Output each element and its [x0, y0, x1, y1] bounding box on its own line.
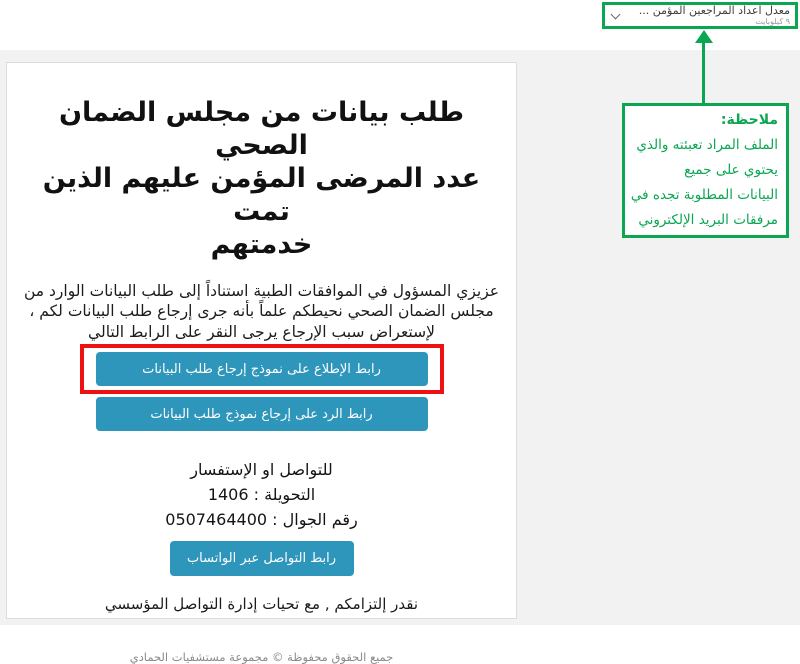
- email-title-line: طلب بيانات من مجلس الضمان الصحي: [59, 97, 464, 161]
- highlight-row: [7, 344, 516, 394]
- email-body-text: عزيزي المسؤول في الموافقات الطبية استناداً إلى طلب البيانات الوارد من مجلس الضمان الصحي نحيطكم علماً بأنه جرى إرجاع طلب البيانات لكم ، لإستعراض سبب الإرجاع يرجى النقر على الرابط التالي: [23, 281, 500, 341]
- note-line: مرفقات البريد الإلكتروني: [638, 212, 778, 228]
- contact-intro: للتواصل او الإستفسار: [190, 460, 333, 480]
- email-title: [19, 97, 504, 262]
- view-return-form-link-button[interactable]: رابط الإطلاع على نموذج إرجاع طلب البيانات: [96, 352, 428, 386]
- email-card: [6, 62, 517, 664]
- red-highlight-annotation: [80, 344, 444, 394]
- attachment-chip[interactable]: [602, 2, 798, 29]
- note-line: يحتوي على جميع: [684, 162, 778, 178]
- annotation-arrow-line: [702, 33, 705, 103]
- annotation-note-box: [622, 103, 789, 238]
- contact-block: [7, 457, 516, 532]
- attachment-size: ٩ كيلوبايت: [755, 17, 790, 26]
- closing-text: نقدر إلتزامكم , مع تحيات إدارة التواصل المؤسسي: [104, 595, 419, 614]
- email-title-line: خدمتهم: [210, 228, 313, 260]
- reply-return-form-link-button[interactable]: رابط الرد على إرجاع نموذج طلب البيانات: [96, 397, 428, 431]
- contact-extension: التحويلة : 1406: [207, 485, 316, 505]
- whatsapp-link-button[interactable]: رابط التواصل عبر الواتساب: [170, 541, 354, 576]
- attachment-texts: [639, 5, 790, 26]
- attachment-filename: معدل اعداد المراجعين المؤمن ...: [638, 4, 790, 17]
- note-title: ملاحظة:: [720, 112, 778, 128]
- copyright-footer: جميع الحقوق محفوظة © مجموعة مستشفيات الحمادي: [129, 650, 394, 664]
- reply-row: [7, 397, 516, 431]
- email-title-line: عدد المرضى المؤمن عليهم الذين تمت: [42, 162, 481, 227]
- note-line: الملف المراد تعبئته والذي: [636, 137, 778, 153]
- contact-mobile: رقم الجوال : 0507464400: [165, 510, 358, 530]
- whatsapp-row: [7, 541, 516, 576]
- chevron-down-icon[interactable]: [611, 9, 621, 19]
- note-line: البيانات المطلوبة تجده في: [630, 187, 778, 203]
